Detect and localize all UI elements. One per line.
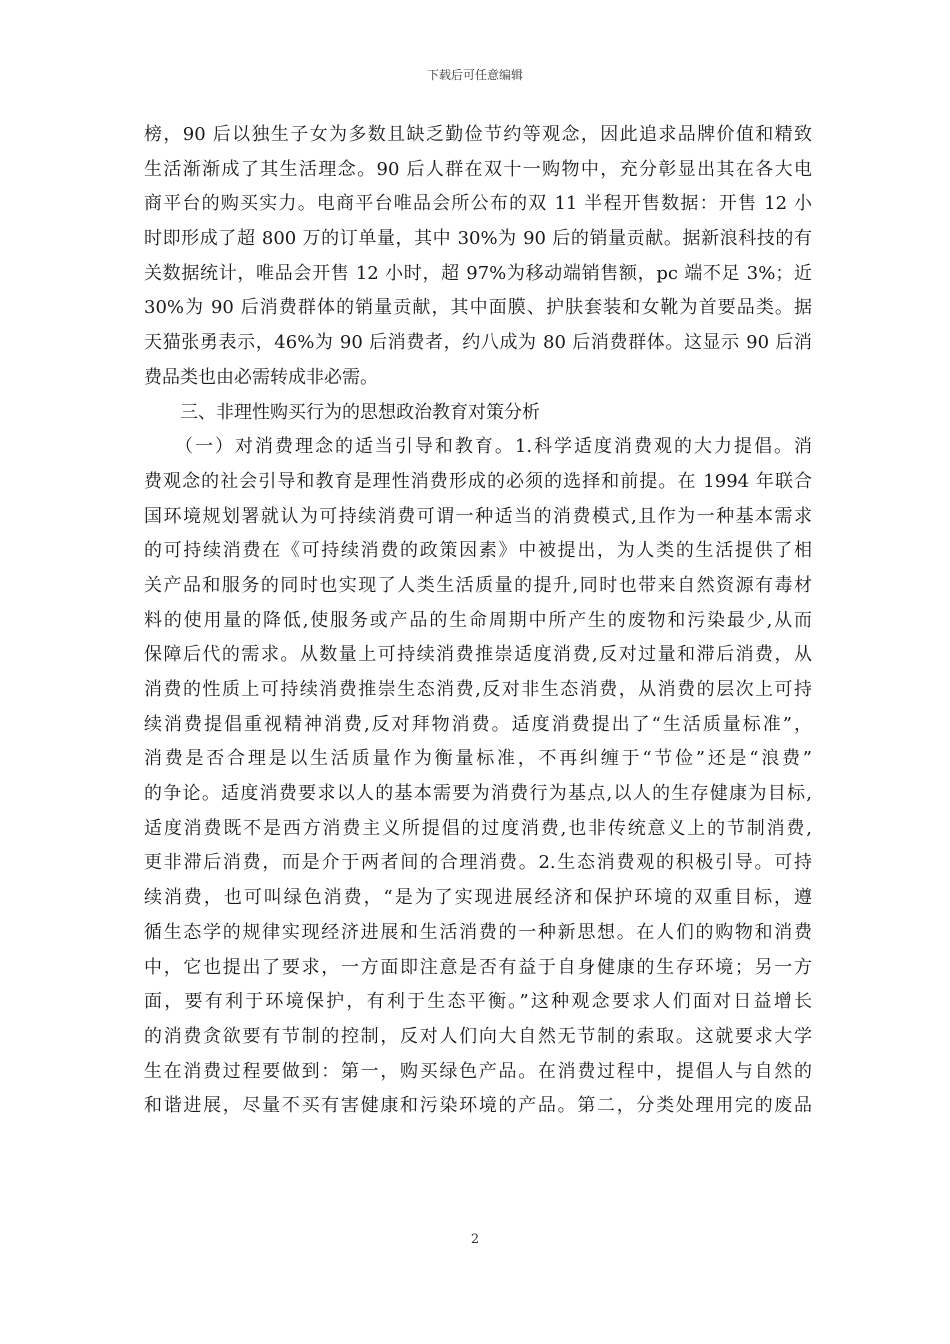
text-line: 更非滞后消费，而是介于两者间的合理消费。2.生态消费观的积极引导。可持 (144, 852, 812, 874)
text-line: 续消费提倡重视精神消费,反对拜物消费。适度消费提出了“生活质量标准”， (144, 713, 812, 735)
text-line: 的消费贪欲要有节制的控制，反对人们向大自然无节制的索取。这就要求大学 (144, 1025, 812, 1047)
text-line: 三、非理性购买行为的思想政治教育对策分析 (144, 401, 540, 423)
text-line: 循生态学的规律实现经济进展和生活消费的一种新思想。在人们的购物和消费 (144, 921, 812, 943)
text-line: 30%为 90 后消费群体的销量贡献，其中面膜、护肤套装和女靴为首要品类。据 (144, 297, 812, 319)
text-line: 生在消费过程要做到：第一，购买绿色产品。在消费过程中，提倡人与自然的 (144, 1060, 812, 1082)
text-line: 费观念的社会引导和教育是理性消费形成的必须的选择和前提。在 1994 年联合 (144, 470, 812, 492)
text-line: 消费是否合理是以生活质量作为衡量标准，不再纠缠于“节俭”还是“浪费” (144, 748, 812, 770)
text-line: 天猫张勇表示，46%为 90 后消费者，约八成为 80 后消费群体。这显示 90 后消 (144, 332, 812, 354)
text-line: 关产品和服务的同时也实现了人类生活质量的提升,同时也带来自然资源有毒材 (144, 574, 812, 596)
text-line: 商平台的购买实力。电商平台唯品会所公布的双 11 半程开售数据：开售 12 小 (144, 193, 812, 215)
text-line: 保障后代的需求。从数量上可持续消费推崇适度消费,反对过量和滞后消费，从 (144, 644, 812, 666)
text-line: 生活渐渐成了其生活理念。90 后人群在双十一购物中，充分彰显出其在各大电 (144, 158, 812, 180)
text-line: 中，它也提出了要求，一方面即注意是否有益于自身健康的生存环境；另一方 (144, 956, 812, 978)
text-line: 费品类也由必需转成非必需。 (144, 366, 378, 388)
text-line: 面，要有利于环境保护，有利于生态平衡。”这种观念要求人们面对日益增长 (144, 991, 812, 1013)
text-line: 关数据统计，唯品会开售 12 小时，超 97%为移动端销售额，pc 端不足 3%；近 (144, 262, 812, 284)
text-line: 国环境规划署就认为可持续消费可谓一种适当的消费模式,且作为一种基本需求 (144, 505, 812, 527)
text-line: 时即形成了超 800 万的订单量，其中 30%为 90 后的销量贡献。据新浪科技的有 (144, 228, 812, 250)
text-line: 适度消费既不是西方消费主义所提倡的过度消费,也非传统意义上的节制消费, (144, 817, 812, 839)
text-line: 料的使用量的降低,使服务或产品的生命周期中所产生的废物和污染最少,从而 (144, 609, 812, 631)
text-line: 消费的性质上可持续消费推崇生态消费,反对非生态消费，从消费的层次上可持 (144, 679, 812, 700)
text-line: 续消费，也可叫绿色消费，“是为了实现进展经济和保护环境的双重目标，遵 (144, 887, 812, 909)
text-line: （一）对消费理念的适当引导和教育。1.科学适度消费观的大力提倡。消 (144, 436, 812, 458)
text-line: 的争论。适度消费要求以人的基本需要为消费行为基点,以人的生存健康为目标, (144, 783, 812, 805)
text-line: 和谐进展，尽量不买有害健康和污染环境的产品。第二，分类处理用完的废品 (144, 1095, 812, 1117)
text-line: 榜，90 后以独生子女为多数且缺乏勤俭节约等观念，因此追求品牌价值和精致 (144, 124, 812, 145)
page-number: 2 (470, 1232, 480, 1247)
body-text (144, 118, 812, 1124)
text-line: 的可持续消费在《可持续消费的政策因素》中被提出，为人类的生活提供了相 (144, 540, 812, 562)
page-header: 下载后可任意编辑 (426, 68, 523, 82)
